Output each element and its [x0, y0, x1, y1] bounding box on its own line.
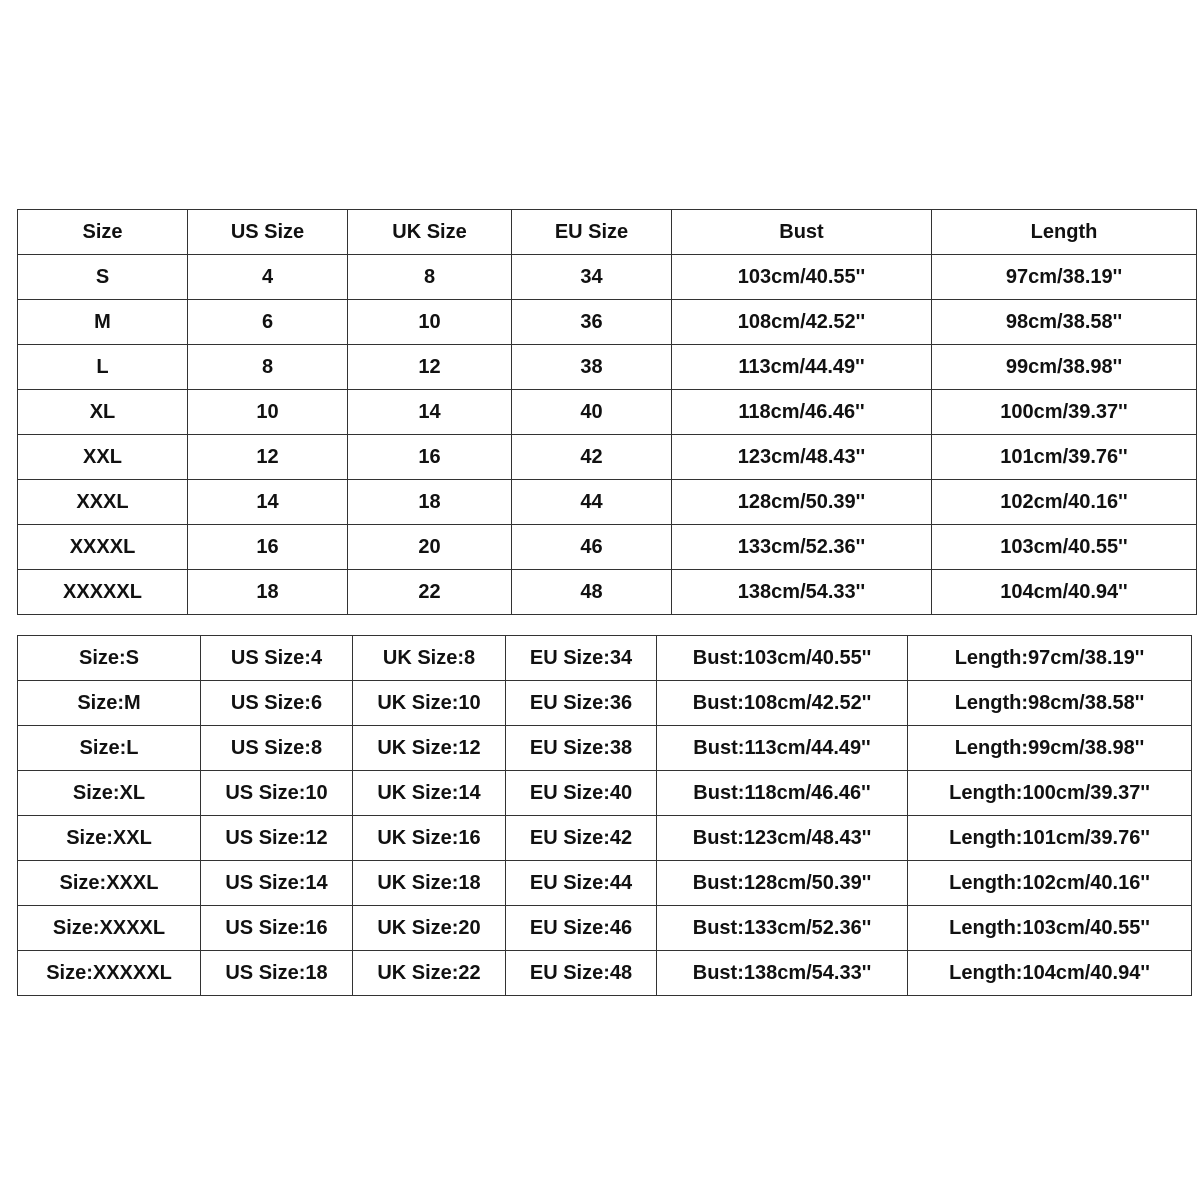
us-size-cell: 4 [188, 255, 348, 300]
uk-size-cell: 10 [348, 300, 512, 345]
size-cell: XXXXL [18, 525, 188, 570]
table-row [18, 390, 1197, 435]
bust-cell: 113cm/44.49'' [672, 345, 932, 390]
size-cell: S [18, 255, 188, 300]
table-row [18, 525, 1197, 570]
length-cell: 100cm/39.37'' [932, 390, 1197, 435]
bust-cell: Bust:103cm/40.55'' [657, 636, 908, 681]
us-size-cell: US Size:12 [201, 816, 353, 861]
us-size-cell: 10 [188, 390, 348, 435]
uk-size-cell: UK Size:10 [353, 681, 506, 726]
length-cell: Length:101cm/39.76'' [908, 816, 1192, 861]
size-cell: M [18, 300, 188, 345]
size-cell: Size [18, 210, 188, 255]
bust-cell: Bust:133cm/52.36'' [657, 906, 908, 951]
eu-size-cell: EU Size [512, 210, 672, 255]
eu-size-cell: EU Size:40 [506, 771, 657, 816]
us-size-cell: US Size:8 [201, 726, 353, 771]
bust-cell: Bust:138cm/54.33'' [657, 951, 908, 996]
us-size-cell: 12 [188, 435, 348, 480]
table-row [18, 906, 1192, 951]
bust-cell: Bust:123cm/48.43'' [657, 816, 908, 861]
length-cell: Length:100cm/39.37'' [908, 771, 1192, 816]
length-cell: 103cm/40.55'' [932, 525, 1197, 570]
us-size-cell: 6 [188, 300, 348, 345]
length-cell: 101cm/39.76'' [932, 435, 1197, 480]
size-cell: XXXL [18, 480, 188, 525]
table-row [18, 345, 1197, 390]
uk-size-cell: UK Size [348, 210, 512, 255]
size-chart-table [17, 209, 1197, 615]
eu-size-cell: 38 [512, 345, 672, 390]
length-cell: 97cm/38.19'' [932, 255, 1197, 300]
size-cell: Size:XL [18, 771, 201, 816]
table-row [18, 681, 1192, 726]
header-row [18, 210, 1197, 255]
size-chart-labeled-table [17, 635, 1192, 996]
uk-size-cell: 14 [348, 390, 512, 435]
eu-size-cell: 46 [512, 525, 672, 570]
uk-size-cell: 22 [348, 570, 512, 615]
bust-cell: 118cm/46.46'' [672, 390, 932, 435]
table-row [18, 816, 1192, 861]
uk-size-cell: 18 [348, 480, 512, 525]
size-cell: Size:XXXL [18, 861, 201, 906]
length-cell: Length:97cm/38.19'' [908, 636, 1192, 681]
length-cell: Length [932, 210, 1197, 255]
table-row [18, 771, 1192, 816]
size-cell: XXXXXL [18, 570, 188, 615]
us-size-cell: 14 [188, 480, 348, 525]
uk-size-cell: UK Size:22 [353, 951, 506, 996]
eu-size-cell: EU Size:36 [506, 681, 657, 726]
bust-cell: Bust:128cm/50.39'' [657, 861, 908, 906]
eu-size-cell: EU Size:44 [506, 861, 657, 906]
us-size-cell: US Size:18 [201, 951, 353, 996]
eu-size-cell: 48 [512, 570, 672, 615]
us-size-cell: 18 [188, 570, 348, 615]
eu-size-cell: 42 [512, 435, 672, 480]
size-cell: Size:XXXXXL [18, 951, 201, 996]
length-cell: Length:99cm/38.98'' [908, 726, 1192, 771]
eu-size-cell: EU Size:34 [506, 636, 657, 681]
length-cell: 99cm/38.98'' [932, 345, 1197, 390]
us-size-cell: US Size:10 [201, 771, 353, 816]
eu-size-cell: 40 [512, 390, 672, 435]
size-cell: Size:M [18, 681, 201, 726]
table-row [18, 255, 1197, 300]
size-cell: XXL [18, 435, 188, 480]
eu-size-cell: EU Size:48 [506, 951, 657, 996]
length-cell: 102cm/40.16'' [932, 480, 1197, 525]
table-row [18, 726, 1192, 771]
table-row [18, 435, 1197, 480]
uk-size-cell: UK Size:20 [353, 906, 506, 951]
length-cell: Length:103cm/40.55'' [908, 906, 1192, 951]
us-size-cell: US Size:16 [201, 906, 353, 951]
length-cell: Length:98cm/38.58'' [908, 681, 1192, 726]
eu-size-cell: 34 [512, 255, 672, 300]
us-size-cell: US Size [188, 210, 348, 255]
uk-size-cell: UK Size:8 [353, 636, 506, 681]
uk-size-cell: UK Size:14 [353, 771, 506, 816]
bust-cell: Bust:118cm/46.46'' [657, 771, 908, 816]
size-cell: Size:L [18, 726, 201, 771]
bust-cell: Bust:108cm/42.52'' [657, 681, 908, 726]
length-cell: 98cm/38.58'' [932, 300, 1197, 345]
uk-size-cell: UK Size:18 [353, 861, 506, 906]
length-cell: Length:102cm/40.16'' [908, 861, 1192, 906]
size-cell: L [18, 345, 188, 390]
eu-size-cell: 36 [512, 300, 672, 345]
bust-cell: 103cm/40.55'' [672, 255, 932, 300]
eu-size-cell: 44 [512, 480, 672, 525]
table-row [18, 861, 1192, 906]
bust-cell: 128cm/50.39'' [672, 480, 932, 525]
size-cell: Size:XXL [18, 816, 201, 861]
us-size-cell: US Size:4 [201, 636, 353, 681]
bust-cell: 108cm/42.52'' [672, 300, 932, 345]
eu-size-cell: EU Size:46 [506, 906, 657, 951]
us-size-cell: 16 [188, 525, 348, 570]
us-size-cell: US Size:6 [201, 681, 353, 726]
us-size-cell: US Size:14 [201, 861, 353, 906]
table-row [18, 636, 1192, 681]
length-cell: Length:104cm/40.94'' [908, 951, 1192, 996]
bust-cell: 123cm/48.43'' [672, 435, 932, 480]
table-row [18, 480, 1197, 525]
uk-size-cell: UK Size:16 [353, 816, 506, 861]
uk-size-cell: UK Size:12 [353, 726, 506, 771]
uk-size-cell: 8 [348, 255, 512, 300]
bust-cell: Bust [672, 210, 932, 255]
uk-size-cell: 12 [348, 345, 512, 390]
uk-size-cell: 20 [348, 525, 512, 570]
bust-cell: 138cm/54.33'' [672, 570, 932, 615]
eu-size-cell: EU Size:38 [506, 726, 657, 771]
bust-cell: 133cm/52.36'' [672, 525, 932, 570]
table-row [18, 570, 1197, 615]
size-cell: Size:S [18, 636, 201, 681]
eu-size-cell: EU Size:42 [506, 816, 657, 861]
size-cell: Size:XXXXL [18, 906, 201, 951]
us-size-cell: 8 [188, 345, 348, 390]
table-row [18, 951, 1192, 996]
uk-size-cell: 16 [348, 435, 512, 480]
bust-cell: Bust:113cm/44.49'' [657, 726, 908, 771]
length-cell: 104cm/40.94'' [932, 570, 1197, 615]
table-row [18, 300, 1197, 345]
size-cell: XL [18, 390, 188, 435]
